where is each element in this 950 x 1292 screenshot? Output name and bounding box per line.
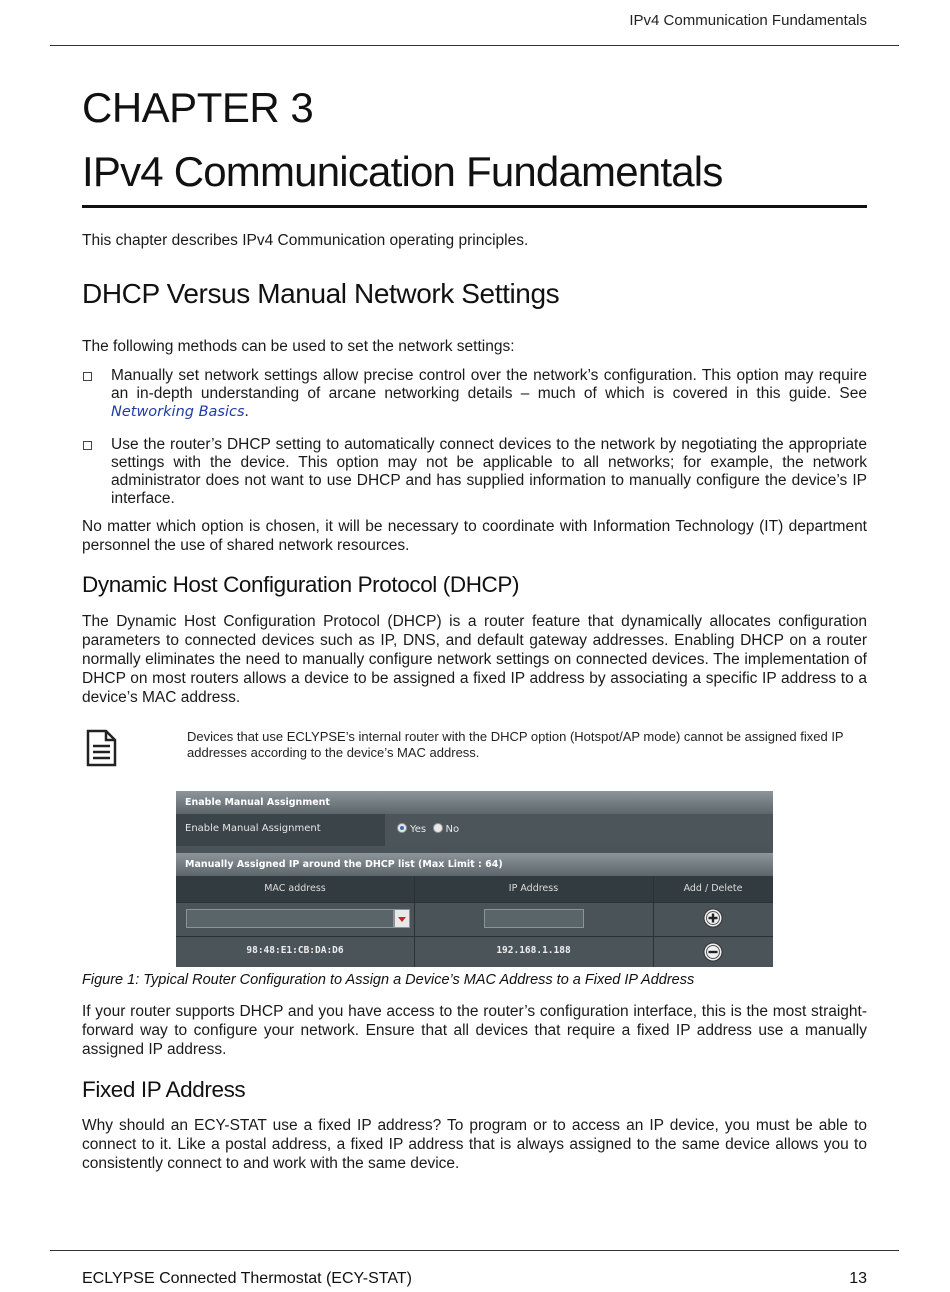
no-radio[interactable] <box>433 823 443 833</box>
mac-column-header: MAC address <box>176 876 414 902</box>
dropdown-arrow-icon[interactable] <box>394 909 410 928</box>
chapter-title: IPv4 Communication Fundamentals <box>82 148 723 195</box>
section-closing: No matter which option is chosen, it will be necessary to coordinate with Information Technology (IT) department personnel the use of shared network resources. <box>82 518 867 554</box>
section-heading-fixed-ip: Fixed IP Address <box>82 1077 246 1102</box>
yes-radio[interactable] <box>397 823 407 833</box>
enable-manual-options: Yes No <box>385 814 773 846</box>
grid-line <box>414 876 415 967</box>
ip-column-header: IP Address <box>414 876 653 902</box>
bullet-marker <box>83 372 92 381</box>
bullet-marker <box>83 441 92 450</box>
action-column-header: Add / Delete <box>653 876 773 902</box>
grid-line <box>653 876 654 967</box>
grid-line <box>176 936 773 937</box>
running-header: IPv4 Communication Fundamentals <box>629 12 867 29</box>
mac-select[interactable] <box>186 909 394 928</box>
section-lead: The following methods can be used to set the network settings: <box>82 338 515 355</box>
entry-ip: 192.168.1.188 <box>496 945 571 956</box>
section-heading-dhcp-vs-manual: DHCP Versus Manual Network Settings <box>82 278 560 309</box>
document-note-icon <box>84 729 118 767</box>
header-rule <box>50 45 899 46</box>
figure-caption: Figure 1: Typical Router Configuration to Assign a Device’s MAC Address to a Fixed IP Address <box>82 972 695 988</box>
intro-paragraph: This chapter describes IPv4 Communication operating principles. <box>82 232 529 249</box>
section-heading-dhcp: Dynamic Host Configuration Protocol (DHCP) <box>82 572 520 597</box>
manual-list-band: Manually Assigned IP around the DHCP list (Max Limit : 64) <box>176 853 773 876</box>
chapter-number: CHAPTER 3 <box>82 84 314 131</box>
note-text: Devices that use ECLYPSE’s internal router with the DHCP option (Hotspot/AP mode) cannot be assigned fixed IP addresses according to the device’s MAC address. <box>187 729 844 760</box>
add-icon[interactable] <box>703 908 723 928</box>
delete-icon[interactable] <box>703 942 723 962</box>
enable-manual-band: Enable Manual Assignment <box>176 791 773 814</box>
enable-manual-label: Enable Manual Assignment <box>176 814 385 846</box>
post-figure-paragraph: If your router supports DHCP and you have access to the router’s configuration interface, this is the most straight-forward way to configure your network. Ensure that all devices that require a fixed IP address use a manually assigned IP address. <box>82 1003 867 1058</box>
fixed-ip-paragraph: Why should an ECY-STAT use a fixed IP address? To program or to access an IP device, you must be able to connect to it. Like a postal address, a fixed IP address that is always assigned to the same device allows you to consistently connect to and work with the same device. <box>82 1117 867 1172</box>
footer-doc-title: ECLYPSE Connected Thermostat (ECY-STAT) <box>82 1270 412 1287</box>
page-number: 13 <box>849 1270 867 1287</box>
dhcp-paragraph: The Dynamic Host Configuration Protocol (DHCP) is a router feature that dynamically allocates configuration parameters to connected devices such as IP, DNS, and default gateway addresses. Enabling DHCP on a router normally eliminates the need to manually configure network settings on connected devices. The implementation of DHCP on most routers allows a device to be assigned a fixed IP address by associating a specific IP address to a device’s MAC address. <box>82 613 867 706</box>
grid-line <box>176 902 773 903</box>
ip-input[interactable] <box>484 909 584 928</box>
networking-basics-link[interactable]: Networking Basics <box>111 404 245 420</box>
entry-mac: 98:48:E1:CB:DA:D6 <box>246 945 344 956</box>
title-rule <box>82 205 867 208</box>
bullet-item-manual: Manually set network settings allow precise control over the network’s configuration. This option may require an in-depth understanding of arcane networking details – much of which is covered in this guide. See Networking Basics. <box>111 367 867 420</box>
footer-rule <box>50 1250 899 1251</box>
router-config-figure <box>176 791 773 967</box>
bullet-item-dhcp: Use the router’s DHCP setting to automatically connect devices to the network by negotiating the appropriate settings with the device. This option may not be applicable to all networks; for example, the network administrator does not want to use DHCP and has supplied information to manually configure the device’s IP interface. <box>111 436 867 507</box>
